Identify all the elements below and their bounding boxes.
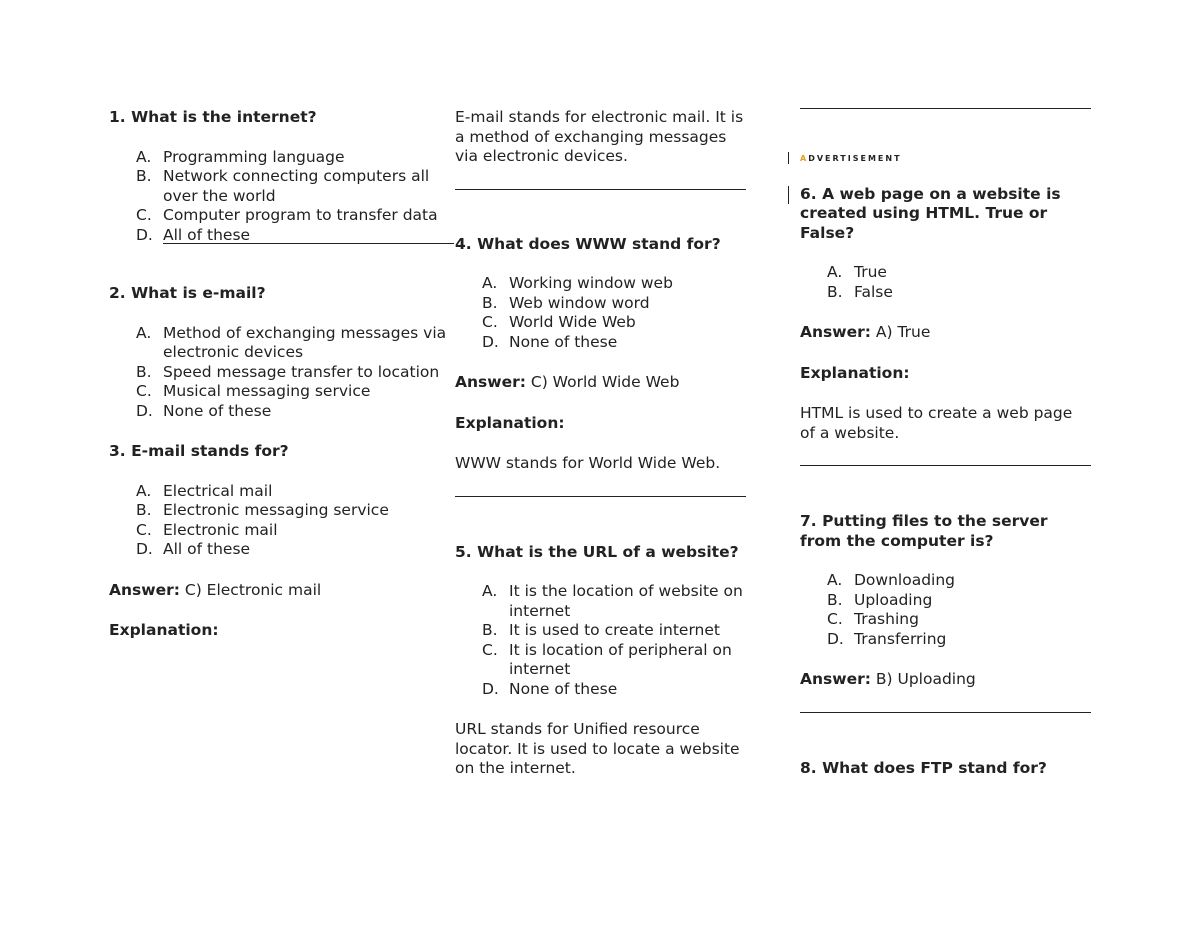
- option-c: C. Trashing: [827, 610, 919, 628]
- option-b: B. It is used to create internet: [482, 621, 720, 639]
- option-d: D. None of these: [482, 679, 618, 698]
- question-7: 7. Putting files to the server from the computer is?: [800, 512, 1048, 550]
- divider: [800, 108, 1091, 109]
- answer-6: Answer: A) True: [800, 323, 931, 341]
- column-2: [455, 108, 746, 779]
- option-b: B. Speed message transfer to location: [136, 362, 440, 381]
- question-1: 1. What is the internet?: [109, 108, 317, 126]
- option-b: B. False: [827, 282, 893, 301]
- option-a: A. Method of exchanging messages via electronic devices: [136, 323, 447, 361]
- option-d: D. None of these: [136, 401, 272, 420]
- option-c: C. It is location of peripheral on internet: [482, 640, 732, 678]
- ad-marker-bar: [788, 152, 789, 164]
- answer-3: Answer: C) Electronic mail: [109, 580, 322, 599]
- question-3-options: [109, 482, 454, 560]
- question-6: 6. A web page on a website is created using HTML. True or False?: [800, 184, 1061, 242]
- option-a: A. True: [827, 263, 887, 281]
- option-d: D. None of these: [482, 332, 618, 351]
- option-c: C. World Wide Web: [482, 313, 636, 331]
- question-2: 2. What is e-mail?: [109, 284, 266, 302]
- option-d: D. All of these: [136, 540, 251, 558]
- question-7-options: [800, 571, 1091, 649]
- question-4: 4. What does WWW stand for?: [455, 234, 721, 253]
- option-b: B. Network connecting computers all over the world: [136, 167, 430, 205]
- question-2-options: [109, 324, 454, 422]
- option-c: C. Electronic mail: [136, 520, 278, 539]
- divider: [455, 496, 746, 497]
- divider: [800, 712, 1091, 713]
- question-4-options: [455, 274, 746, 352]
- divider: [800, 465, 1091, 466]
- explanation-4-heading: Explanation:: [455, 413, 565, 432]
- explanation-3: E-mail stands for electronic mail. It is a method of exchanging messages via electronic devices.: [455, 108, 744, 165]
- option-a: A. Programming language: [136, 147, 345, 166]
- option-a: A. Working window web: [482, 274, 673, 292]
- question-1-options: [109, 148, 454, 246]
- option-b: B. Web window word: [482, 293, 650, 312]
- explanation-6: HTML is used to create a web page of a website.: [800, 404, 1073, 442]
- option-d: D. All of these: [136, 225, 251, 244]
- text-cursor: [788, 186, 789, 204]
- question-6-options: [800, 263, 1091, 302]
- column-1: [109, 108, 454, 641]
- column-3: [800, 108, 1091, 778]
- question-5-options: [455, 582, 746, 699]
- option-a: A. It is the location of website on internet: [482, 582, 743, 620]
- option-b: B. Uploading: [827, 590, 933, 609]
- option-c: C. Computer program to transfer data: [136, 206, 438, 224]
- explanation-3-heading: Explanation:: [109, 621, 219, 639]
- explanation-4: WWW stands for World Wide Web.: [455, 454, 721, 472]
- option-c: C. Musical messaging service: [136, 382, 371, 400]
- answer-7: Answer: B) Uploading: [800, 670, 976, 688]
- answer-4: Answer: C) World Wide Web: [455, 373, 680, 391]
- question-8: 8. What does FTP stand for?: [800, 758, 1047, 777]
- question-5: 5. What is the URL of a website?: [455, 542, 739, 561]
- explanation-5: URL stands for Unified resource locator. It is used to locate a website on the internet.: [455, 720, 740, 777]
- explanation-6-heading: Explanation:: [800, 363, 910, 382]
- question-3: 3. E-mail stands for?: [109, 442, 289, 460]
- option-a: A. Electrical mail: [136, 481, 273, 500]
- divider: [455, 189, 746, 190]
- option-a: A. Downloading: [827, 571, 956, 589]
- option-b: B. Electronic messaging service: [136, 501, 389, 519]
- advertisement-label: ADVERTISEMENT: [800, 154, 902, 163]
- option-d: D. Transferring: [827, 629, 947, 648]
